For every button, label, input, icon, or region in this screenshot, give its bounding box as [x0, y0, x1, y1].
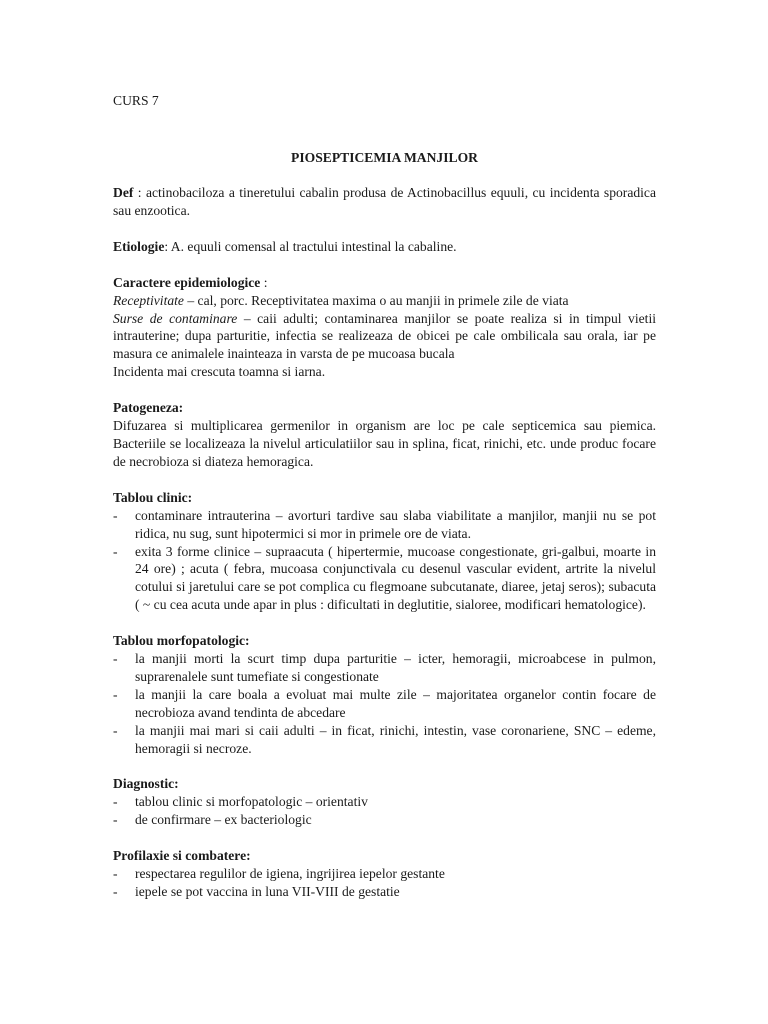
list-item: - de confirmare – ex bacteriologic: [113, 811, 656, 829]
definition-label: Def: [113, 185, 134, 200]
diagnosis-heading: Diagnostic:: [113, 776, 179, 792]
page-title: PIOSEPTICEMIA MANJILOR: [291, 150, 478, 165]
document-page: [113, 92, 656, 901]
prophylaxis-heading: Profilaxie si combatere:: [113, 848, 251, 864]
etiology-paragraph: [113, 238, 656, 256]
receptivity-text: – cal, porc. Receptivitatea maxima o au manjii in primele zile de viata: [183, 292, 569, 308]
sources-label: Surse de contaminare: [113, 310, 238, 326]
diagnosis-list: [113, 793, 656, 829]
sources-paragraph: [113, 310, 656, 364]
spacer: [113, 256, 656, 274]
pathogenesis-text: Difuzarea si multiplicarea germenilor in organism are loc pe cale septicemica sau piemica. Bacteriile se localizeaza la nivelul articulatiilor sau in splina, ficat, rinichi, etc. unde produc focare de necrobioza si diateza hemoragica.: [113, 418, 656, 469]
morphopathology-heading: Tablou morfopatologic:: [113, 633, 250, 649]
list-item: - contaminare intrauterina – avorturi tardive sau slaba viabilitate a manjilor, manjii nu se pot ridica, nu sug, sunt hipotermici si mor in primele ore de viata.: [113, 507, 656, 543]
pathogenesis-heading: Patogeneza:: [113, 400, 184, 416]
etiology-separator: :: [164, 238, 171, 254]
list-item: - respectarea regulilor de igiena, ingrijirea iepelor gestante: [113, 865, 656, 883]
spacer: [113, 220, 656, 238]
definition-text: actinobaciloza a tineretului cabalin produsa de Actinobacillus equuli, cu incidenta sporadica sau enzootica.: [113, 185, 656, 218]
list-item: - tablou clinic si morfopatologic – orientativ: [113, 793, 656, 811]
receptivity-label: Receptivitate: [113, 292, 184, 308]
spacer: [113, 757, 656, 775]
epidemiology-heading-line: [113, 274, 656, 292]
etiology-label: Etiologie: [113, 238, 165, 254]
incidence-paragraph: Incidenta mai crescuta toamna si iarna.: [113, 364, 326, 380]
sources-text: – caii adulti; contaminarea manjilor se poate realiza si in timpul vietii intrauterine; dupa parturitie, infectia se realizeaza de obicei pe cale ombilicala sau orala, iar pe masura ce animalele inainteaza in varsta de pe mucoasa bucala: [113, 310, 656, 362]
list-item: - la manjii mai mari si caii adulti – in ficat, rinichi, intestin, vase coronariene, SNC – edeme, hemoragii si necroze.: [113, 722, 656, 758]
morphopathology-list: [113, 650, 656, 757]
course-label: CURS 7: [113, 93, 159, 108]
etiology-text: A. equuli comensal al tractului intestinal la cabaline.: [170, 238, 457, 254]
definition-paragraph: [113, 184, 656, 220]
clinical-list: [113, 507, 656, 614]
clinical-heading: Tablou clinic:: [113, 489, 193, 505]
receptivity-paragraph: [113, 292, 656, 310]
spacer: [113, 471, 656, 489]
spacer: [113, 614, 656, 632]
list-item: - iepele se pot vaccina in luna VII-VIII de gestatie: [113, 883, 656, 901]
list-item: - la manjii morti la scurt timp dupa parturitie – icter, hemoragii, microabcese in pulmon, suprarenalele sunt tumefiate si congestionate: [113, 650, 656, 686]
spacer: [113, 167, 656, 184]
epidemiology-heading-suffix: :: [260, 274, 268, 290]
definition-separator: :: [133, 185, 146, 200]
spacer: [113, 381, 656, 399]
list-item: - la manjii la care boala a evoluat mai multe zile – majoritatea organelor contin focare de necrobioza avand tendinta de abcedare: [113, 686, 656, 722]
spacer: [113, 829, 656, 847]
list-item: - exita 3 forme clinice – supraacuta ( hipertermie, mucoase congestionate, gri-galbui, moarte in 24 ore) ; acuta ( febra, mucoasa conjunctivala cu desenul vascular evident, artrite la nivelul cotului si jaretului care se pot complica cu flegmoane subcutanate, diaree, jetaj seros); subacuta ( ~ cu cea acuta unde apar in plus : dificultati in deglutitie, sialoree, modificari hematologice).: [113, 543, 656, 615]
prophylaxis-list: [113, 865, 656, 901]
epidemiology-heading: Caractere epidemiologice: [113, 274, 261, 290]
